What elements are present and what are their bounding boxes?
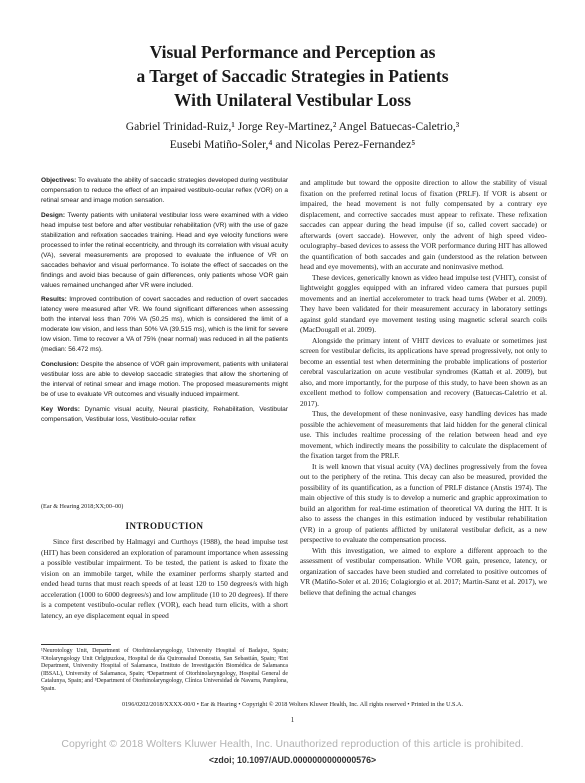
left-column-body <box>41 537 288 621</box>
doi-link[interactable]: <zdoi; 10.1097/AUD.0000000000000576> <box>208 755 377 765</box>
objectives-label: Objectives: <box>41 177 77 184</box>
results-text: Improved contribution of covert saccades and reduction of overt saccades latency were measured after VR. We found significant differences when assessing both the interval less than 70% VA (50.25 ms), which is considered the limit of a moderate low vision, and less than 50% VA (39.515 ms), which is the limit for severe low vision. Time to recover a VA of 75% (near normal) was reduced in all the patients (median: 56.472 ms). <box>41 296 288 354</box>
page-number: 1 <box>290 716 295 724</box>
body-paragraph: Thus, the development of these noninvasive, easy handling devices has made possible the achievement of measurements that laid hidden for the general clinical use. This includes realtime processing of the relation between head and eye movement, which indirectly means the possibility to calculate the displacement of the fixation target from the PRLF. <box>300 409 547 460</box>
abstract-results <box>41 295 288 355</box>
abstract-objectives <box>41 176 288 206</box>
abstract-keywords <box>41 405 288 425</box>
keywords-label: Key Words: <box>41 406 80 414</box>
conclusion-text: Despite the absence of VOR gain improvement, patients with unilateral vestibular loss are able to develop saccadic strategies that allow the shortening of the interval of retinal smear and image motion. The proposed measurements might be of use to evaluate VR outcomes and visually induced impairment. <box>41 361 288 399</box>
citation-line: (Ear & Hearing 2018;XX;00–00) <box>41 503 124 510</box>
abstract-design <box>41 211 288 291</box>
body-paragraph: It is well known that visual acuity (VA) declines progressively from the fovea out to the periphery of the retina. This decay can also be measured, provided the possibility of its quantification, as a function of PRLF distance (Anstis 1974). The main objective of this study is to develop a numeric and graphic approximation to build an algorithm for real-time estimation of theoretical VA during the HIT. It is also to assess the changes in this estimation induced by vestibular rehabilitation (VR) in a group of patients afflicted by unilateral vestibular deficit, as a new perspective to evaluate the compensation process. <box>300 461 547 544</box>
title-line-3: With Unilateral Vestibular Loss <box>173 90 412 110</box>
article-title <box>0 40 585 112</box>
authors-line-2: Eusebi Matiño-Soler,⁴ and Nicolas Perez-Fernandez⁵ <box>169 138 416 151</box>
author-list <box>0 118 585 154</box>
copyright-notice: Copyright © 2018 Wolters Kluwer Health, Inc. Unauthorized reproduction of this article is prohibited. <box>61 738 524 750</box>
intro-paragraph: Since first described by Halmagyi and Curthoys (1988), the head impulse test (HIT) has been considered an exploration of paramount importance when assessing a possible vestibular impairment. To be tested, the patient is asked to fixate the vision on an immobile target, while the examiner performs sharply started and ended head turns that must reach speeds of at least 120 to 150 degrees/s with high acceleration (1000 to 6000 degrees/s) and low amplitude (10 to 20 degrees). If there is a competent vestibulo-ocular reflex (VOR), each head turn elicits, with a short latency, an eye displacement equal in speed <box>41 537 288 620</box>
body-paragraph: These devices, generically known as video head impulse test (VHIT), consist of lightweight goggles equipped with an infrared video camera that pursues pupil movements and an inertial accelerometer to track head turns (Weber et al. 2009). They have been validated for their measurement accuracy in laboratory settings against gold standard eye movement testing using magnetic scleral search coils (MacDougall et al. 2009). <box>300 272 547 334</box>
affiliation-footnotes: ¹Neurotology Unit, Department of Otorhinolaryngology, University Hospital of Badajoz, Spain; ²Otolaryngology Unit Orlgipuzkoa, Hospital de día Quironsalud Donostia, San Sebastián, Spain; ³Ent Department, University Hospital of Salamanca, Instituto de Investigación Biomédica de Salamanca (IBSAL), University of Salamanca, Spain; ⁴Department of Otorhinolaryngology, Hospital General de Catalunya, Spain; and ⁵Department of Otorhinolaryngology, Clínica Universidad de Navarra, Pamplona, Spain. <box>41 648 288 692</box>
results-label: Results: <box>41 296 67 304</box>
keywords-text: Dynamic visual acuity, Neural plasticity, Rehabilitation, Vestibular compensation, Vestibular loss, Vestibulo-ocular reflex <box>41 406 288 423</box>
objectives-text: To evaluate the ability of saccadic strategies developed during vestibular compensation to reduce the effect of an impaired vestibulo-ocular reflex (VOR) on a retinal smear and image motion sensation. <box>41 177 289 204</box>
title-line-1: Visual Performance and Perception as <box>149 42 436 62</box>
conclusion-label: Conclusion: <box>41 361 79 369</box>
body-paragraph: and amplitude but toward the opposite direction to allow the stability of visual fixation on the preferred retinal locus of fixation (PRLF). If VOR is absent or impaired, the head movement is not fully compensated by a contrary eye displacement, and corrective saccades must appear to refixate. These refixation saccades can appear during the head impulse (if so, called covert saccade) or afterwards (overt saccade). However, only the advent of high speed video-oculography–based devices to assess the VOR performance during HIT has allowed the quantification of both saccades and gain (understood as the relation between head and eye movements), with an accurate and noninvasive method. <box>300 178 547 271</box>
journal-footer: 0196/0202/2018/XXXX-00/0 • Ear & Hearing • Copyright © 2018 Wolters Kluwer Health, Inc. All rights reserved • Printed in the U.S.A. <box>121 701 464 708</box>
body-paragraph: With this investigation, we aimed to explore a different approach to the assessment of vestibular compensation. While VOR gain, presence, latency, or organization of saccades have been studied and correlated to positive outcomes of VR (Matiño-Soler et al. 2016; Colagiorgio et al. 2017; Martin-Sanz et al. 2017), we believe that defining the actual changes <box>300 545 547 597</box>
title-line-2: a Target of Saccadic Strategies in Patients <box>136 66 449 86</box>
footnote-divider <box>41 644 111 645</box>
abstract <box>41 176 288 430</box>
right-column-body <box>300 178 547 598</box>
abstract-conclusion <box>41 360 288 400</box>
section-heading-introduction: INTRODUCTION <box>125 521 204 531</box>
body-paragraph: Alongside the primary intent of VHIT devices to evaluate or sometimes just screen for vestibular deficits, its applications have spread progressively, not only to become an essential test when determining the probable implications of posterior cerebral vascularization on acute vestibular syndromes (Kattah et al. 2009), but also, and more importantly, for the purpose of this study, to have been shown as an excellent method to follow compensation and recovery (Batuecas-Caletrio et al. 2017). <box>300 335 547 408</box>
design-label: Design: <box>41 211 66 219</box>
design-text: Twenty patients with unilateral vestibular loss were examined with a video head impulse test before and after vestibular rehabilitation (VR) with the use of gaze stabilization and refixation saccades training. Head and eye velocity functions were processed to infer the retinal eccentricity, and through its correlation with visual acuity (VA), several measurements are proposed to evaluate the influence of VR on saccades behavior and visual performance. To isolate the effect of saccades on the findings and avoid bias because of gain differences, only patients whose VOR gain values remained unchanged after VR were included. <box>41 211 288 289</box>
authors-line-1: Gabriel Trinidad-Ruiz,¹ Jorge Rey-Martinez,² Angel Batuecas-Caletrio,³ <box>125 120 460 133</box>
